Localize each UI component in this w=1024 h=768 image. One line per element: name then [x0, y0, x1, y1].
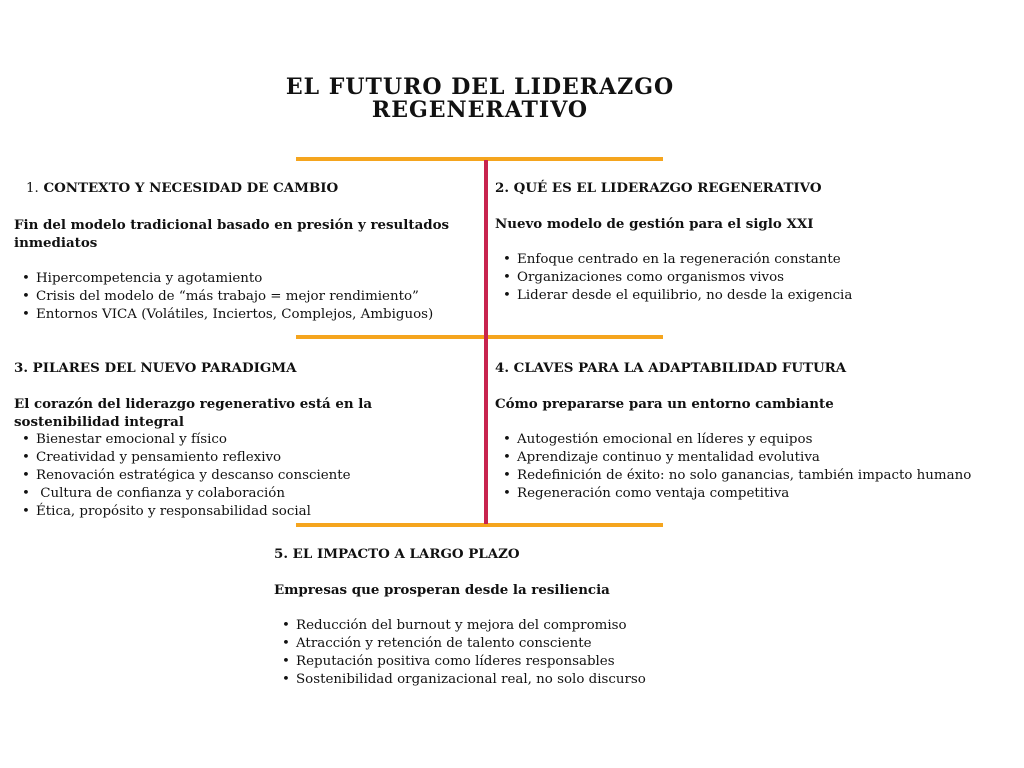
section-heading-text: CLAVES PARA LA ADAPTABILIDAD FUTURA — [513, 360, 847, 376]
section-heading-text: EL IMPACTO A LARGO PLAZO — [292, 546, 520, 562]
section-heading-text: PILARES DEL NUEVO PARADIGMA — [32, 360, 297, 376]
section-definition — [495, 179, 995, 305]
section-context — [14, 179, 464, 324]
title-line-2: REGENERATIVO — [371, 97, 589, 123]
list-item: • Entornos VICA (Volátiles, Inciertos, Complejos, Ambiguos) — [14, 306, 464, 324]
list-item: • Atracción y retención de talento consciente — [274, 635, 734, 653]
section-number: 4. — [495, 360, 509, 376]
list-item: • Sostenibilidad organizacional real, no solo discurso — [274, 671, 734, 689]
section-heading — [274, 545, 734, 563]
list-item: • Cultura de confianza y colaboración — [14, 485, 464, 503]
section-list — [495, 251, 995, 305]
list-item: • Reducción del burnout y mejora del compromiso — [274, 617, 734, 635]
list-item: • Creatividad y pensamiento reflexivo — [14, 449, 464, 467]
page-title — [230, 76, 730, 122]
section-heading-text: CONTEXTO Y NECESIDAD DE CAMBIO — [43, 180, 339, 196]
section-heading-text: QUÉ ES EL LIDERAZGO REGENERATIVO — [513, 180, 822, 196]
list-item: • Aprendizaje continuo y mentalidad evolutiva — [495, 449, 1015, 467]
list-item: • Hipercompetencia y agotamiento — [14, 270, 464, 288]
section-subtitle: Nuevo modelo de gestión para el siglo XXI — [495, 216, 814, 232]
list-item: • Organizaciones como organismos vivos — [495, 269, 995, 287]
list-item: • Ética, propósito y responsabilidad social — [14, 503, 464, 521]
list-item: • Crisis del modelo de “más trabajo = mejor rendimiento” — [14, 288, 464, 306]
list-item: • Redefinición de éxito: no solo ganancias, también impacto humano — [495, 467, 1015, 485]
section-list — [495, 431, 1015, 503]
section-list — [14, 270, 464, 324]
center-vertical-divider — [484, 160, 488, 524]
section-heading — [14, 179, 464, 198]
list-item: • Liderar desde el equilibrio, no desde la exigencia — [495, 287, 995, 305]
section-heading — [495, 359, 1015, 377]
list-item: • Regeneración como ventaja competitiva — [495, 485, 1015, 503]
section-adaptability — [495, 359, 1015, 503]
section-heading — [14, 359, 464, 377]
section-list — [274, 617, 734, 689]
section-pillars — [14, 359, 464, 521]
section-number: 2. — [495, 180, 509, 196]
bottom-divider — [296, 523, 663, 527]
section-subtitle: Fin del modelo tradicional basado en presión y resultados inmediatos — [14, 217, 450, 251]
section-list — [14, 431, 464, 521]
middle-divider — [296, 335, 663, 339]
section-subtitle: Empresas que prosperan desde la resiliencia — [274, 582, 610, 598]
title-line-1: EL FUTURO DEL LIDERAZGO — [285, 74, 675, 100]
list-item: • Renovación estratégica y descanso consciente — [14, 467, 464, 485]
list-item: • Reputación positiva como líderes responsables — [274, 653, 734, 671]
section-number: 1. — [26, 181, 39, 196]
section-subtitle: Cómo prepararse para un entorno cambiante — [495, 396, 834, 412]
list-item: • Bienestar emocional y físico — [14, 431, 464, 449]
section-subtitle: El corazón del liderazgo regenerativo está en la sostenibilidad integral — [14, 396, 373, 430]
section-heading — [495, 179, 995, 197]
list-item: • Autogestión emocional en líderes y equipos — [495, 431, 1015, 449]
section-impact — [274, 545, 734, 689]
section-number: 5. — [274, 546, 288, 562]
section-number: 3. — [14, 360, 28, 376]
list-item: • Enfoque centrado en la regeneración constante — [495, 251, 995, 269]
top-divider — [296, 157, 663, 161]
